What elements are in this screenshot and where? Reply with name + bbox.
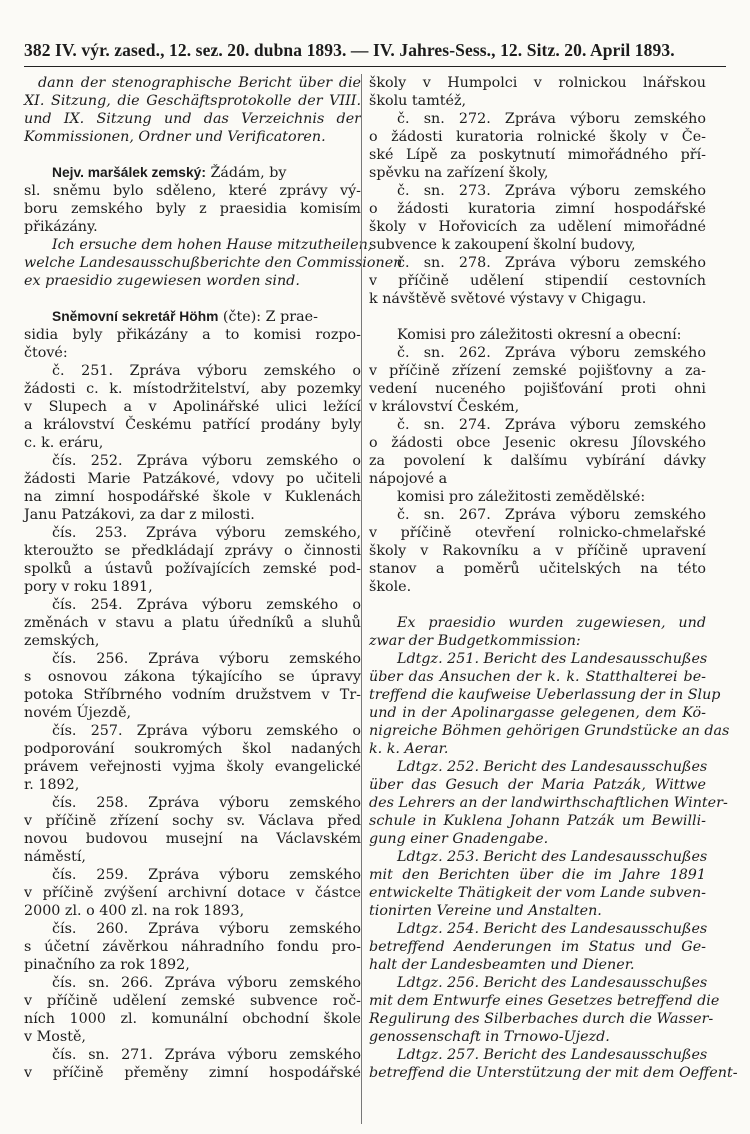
- speaker-name: Nejv. maršálek zemský:: [52, 165, 206, 180]
- text-line: Ldtgz. 254. Bericht des Landesausschußes: [397, 921, 708, 937]
- text-line: žádosti Marie Patzákové, vdovy po učiteli: [24, 471, 361, 487]
- text-line: kteroužto se předkládají zprávy o činnosti: [24, 543, 361, 559]
- text-line: náměstí,: [24, 849, 86, 865]
- text-line: sidia byly přikázány a to komisi rozpo-: [24, 327, 361, 343]
- text-line: čís. 256. Zpráva výboru zemského: [52, 651, 361, 667]
- text-line: školy v Hořovicích za udělení mimořádné: [369, 219, 706, 235]
- text-line: [24, 308, 361, 326]
- text-line: v příčině otevření rolnicko-chmelařské: [369, 525, 706, 541]
- text-line: über das Gesuch der Maria Patzák, Wittwe: [369, 777, 706, 793]
- text-line: Komisi pro záležitosti okresní a obecní:: [397, 327, 682, 343]
- text-line: změnách v stavu a platu úředníků a sluhů: [24, 615, 361, 631]
- text-line: pinačního za rok 1892,: [24, 957, 190, 973]
- text-line: škole.: [369, 579, 412, 595]
- text-line: čís. 259. Zpráva výboru zemského: [52, 867, 361, 883]
- text-line: boru zemského byly z praesidia komisím: [24, 201, 361, 217]
- text-line: über das Ansuchen der k. k. Statthalterei be-: [369, 669, 706, 685]
- text-line: ních 1000 zl. komunální obchodní škole: [24, 1011, 361, 1027]
- speech-text: Žádám, by: [205, 165, 287, 181]
- text-line: entwickelte Thätigkeit der vom Lande subven-: [369, 885, 706, 901]
- text-line: betreffend die Unterstützung der mit dem Oeffent-: [369, 1065, 738, 1081]
- text-line: halt der Landesbeamten und Diener.: [369, 957, 635, 973]
- text-line: [24, 290, 361, 308]
- text-line: zwar der Budgetkommission:: [369, 633, 581, 649]
- text-line: gung einer Gnadengabe.: [369, 831, 549, 847]
- text-line: [24, 164, 361, 182]
- text-line: čís. 260. Zpráva výboru zemského: [52, 921, 361, 937]
- text-line: čtové:: [24, 345, 68, 361]
- text-line: čís. 258. Zpráva výboru zemského: [52, 795, 361, 811]
- text-line: k. k. Aerar.: [369, 741, 449, 757]
- text-line: na zimní hospodářské škole v Kuklenách: [24, 489, 361, 505]
- text-line: c. k. eráru,: [24, 435, 104, 451]
- text-line: čís. sn. 271. Zpráva výboru zemského: [52, 1047, 361, 1063]
- text-line: Ich ersuche dem hohen Hause mitzutheilen,: [52, 237, 373, 253]
- text-line: čís. 253. Zpráva výboru zemského,: [52, 525, 361, 541]
- text-line: stanov a poměrů učitelských na této: [369, 561, 706, 577]
- text-line: žádosti c. k. místodržitelství, aby pozemky: [24, 381, 361, 397]
- text-line: novém Újezdě,: [24, 705, 132, 721]
- text-line: podporování soukromých škol nadaných: [24, 741, 361, 757]
- text-line: za povolení k dalšímu vybírání dávky: [369, 453, 706, 469]
- text-line: mit den Berichten über die im Jahre 1891: [369, 867, 706, 883]
- header-rule: [24, 66, 726, 67]
- text-line: vedení nuceného pojišťování proti ohni: [369, 381, 706, 397]
- text-line: v příčině přeměny zimní hospodářské: [24, 1065, 361, 1081]
- text-line: v příčině udělení stipendií cestovních: [369, 273, 706, 289]
- running-head: 382 IV. výr. zased., 12. sez. 20. dubna 1893. — IV. Jahres-Sess., 12. Sitz. 20. April 1893.: [24, 40, 675, 60]
- text-line: a království Českému patřící prodány byly: [24, 417, 361, 433]
- text-line: nápojové a: [369, 471, 448, 487]
- speech-text: (čte): Z prae-: [218, 309, 318, 325]
- text-line: des Lehrers an der landwirthschaftlichen Winter-: [369, 795, 728, 811]
- text-line: čís. 257. Zpráva výboru zemského o: [52, 723, 361, 739]
- text-line: 2000 zl. o 400 zl. na rok 1893,: [24, 903, 245, 919]
- text-line: [369, 308, 706, 326]
- text-line: v příčině zřízení sochy sv. Václava před: [24, 813, 361, 829]
- text-line: přikázány.: [24, 219, 98, 235]
- text-line: XI. Sitzung, die Geschäftsprotokolle der VIII.: [24, 93, 361, 109]
- text-line: mit dem Entwurfe eines Gesetzes betreffend die: [369, 993, 720, 1009]
- text-line: č. sn. 274. Zpráva výboru zemského: [397, 417, 706, 433]
- text-line: [369, 596, 706, 614]
- text-line: Ldtgz. 252. Bericht des Landesausschußes: [397, 759, 708, 775]
- text-line: dann der stenographische Bericht über die: [38, 75, 361, 91]
- text-line: č. sn. 272. Zpráva výboru zemského: [397, 111, 706, 127]
- text-line: [24, 146, 361, 164]
- text-line: pory v roku 1891,: [24, 579, 153, 595]
- text-line: r. 1892,: [24, 777, 80, 793]
- text-line: zemských,: [24, 633, 100, 649]
- text-line: Ldtgz. 251. Bericht des Landesausschußes: [397, 651, 708, 667]
- text-line: v příčině zvýšení archivní dotace v částce: [24, 885, 361, 901]
- text-line: novou budovou musejní na Václavském: [24, 831, 361, 847]
- text-line: k návštěvě světové výstavy v Chigagu.: [369, 291, 647, 307]
- text-line: s účetní závěrkou náhradního fondu pro-: [24, 939, 361, 955]
- text-line: č. 251. Zpráva výboru zemského o: [52, 363, 361, 379]
- text-line: Ldtgz. 253. Bericht des Landesausschußes: [397, 849, 708, 865]
- text-line: genossenschaft in Trnowo-Ujezd.: [369, 1029, 610, 1045]
- text-line: und IX. Sitzung und das Verzeichnis der: [24, 111, 361, 127]
- speaker-name: Sněmovní sekretář Höhm: [52, 309, 219, 324]
- text-line: betreffend Aenderungen im Status und Ge-: [369, 939, 706, 955]
- text-line: Janu Patzákovi, za dar z milosti.: [24, 507, 255, 523]
- text-line: s osnovou zákona týkajícího se úpravy: [24, 669, 361, 685]
- text-line: Ldtgz. 256. Bericht des Landesausschußes: [397, 975, 708, 991]
- text-line: v království Českém,: [369, 399, 520, 415]
- text-line: potoka Stříbrného vodním družstvem v Tr-: [24, 687, 361, 703]
- text-line: v Slupech a v Apolinářské ulici ležící: [24, 399, 361, 415]
- text-line: welche Landesausschußberichte den Commissionen: [24, 255, 403, 271]
- text-line: subvence k zakoupení školní budovy,: [369, 237, 636, 253]
- text-line: sl. sněmu bylo sděleno, které zprávy vý-: [24, 183, 361, 199]
- text-line: Regulirung des Silberbaches durch die Wasser-: [369, 1011, 714, 1027]
- text-line: o žádosti kuratoria rolnické školy v Če-: [369, 129, 706, 145]
- text-line: Kommissionen, Ordner und Verificatoren.: [24, 129, 326, 145]
- text-line: školy v Rakovníku a v příčině upravení: [369, 543, 706, 559]
- text-line: spěvku na zařízení školy,: [369, 165, 549, 181]
- text-line: č. sn. 267. Zpráva výboru zemského: [397, 507, 706, 523]
- text-line: č. sn. 262. Zpráva výboru zemského: [397, 345, 706, 361]
- text-line: v příčině zřízení zemské pojišťovny a za-: [369, 363, 706, 379]
- right-column: [369, 74, 738, 1124]
- text-line: spolků a ústavů požívajících zemské pod-: [24, 561, 361, 577]
- text-line: treffend die kaufweise Ueberlassung der in Slup: [369, 687, 721, 703]
- text-line: čís. sn. 266. Zpráva výboru zemského: [52, 975, 361, 991]
- text-line: und in der Apolinargasse gelegenen, dem Kö-: [369, 705, 706, 721]
- text-line: o žádosti kuratoria zimní hospodářské: [369, 201, 706, 217]
- text-line: o žádosti obce Jesenic okresu Jílovského: [369, 435, 706, 451]
- text-line: čís. 252. Zpráva výboru zemského o: [52, 453, 361, 469]
- text-line: právem veřejnosti vyjma školy evangelické: [24, 759, 361, 775]
- text-line: školu tamtéž,: [369, 93, 467, 109]
- text-line: Ex praesidio wurden zugewiesen, und: [397, 615, 706, 631]
- text-line: komisi pro záležitosti zemědělské:: [397, 489, 646, 505]
- column-divider: [361, 74, 362, 1124]
- text-line: tionirten Vereine und Anstalten.: [369, 903, 602, 919]
- text-line: ex praesidio zugewiesen worden sind.: [24, 273, 300, 289]
- text-line: školy v Humpolci v rolnickou lnářskou: [369, 75, 706, 91]
- text-line: v Mostě,: [24, 1029, 86, 1045]
- text-line: v příčině udělení zemské subvence roč-: [24, 993, 361, 1009]
- text-line: čís. 254. Zpráva výboru zemského o: [52, 597, 361, 613]
- text-line: č. sn. 273. Zpráva výboru zemského: [397, 183, 706, 199]
- text-line: schule in Kuklena Johann Patzák um Bewilli-: [369, 813, 706, 829]
- text-line: nigreiche Böhmen gehörigen Grundstücke an das: [369, 723, 730, 739]
- text-line: ské Lípě za poskytnutí mimořádného pří-: [369, 147, 706, 163]
- left-column: [24, 74, 403, 1124]
- text-line: č. sn. 278. Zpráva výboru zemského: [397, 255, 706, 271]
- text-line: Ldtgz. 257. Bericht des Landesausschußes: [397, 1047, 708, 1063]
